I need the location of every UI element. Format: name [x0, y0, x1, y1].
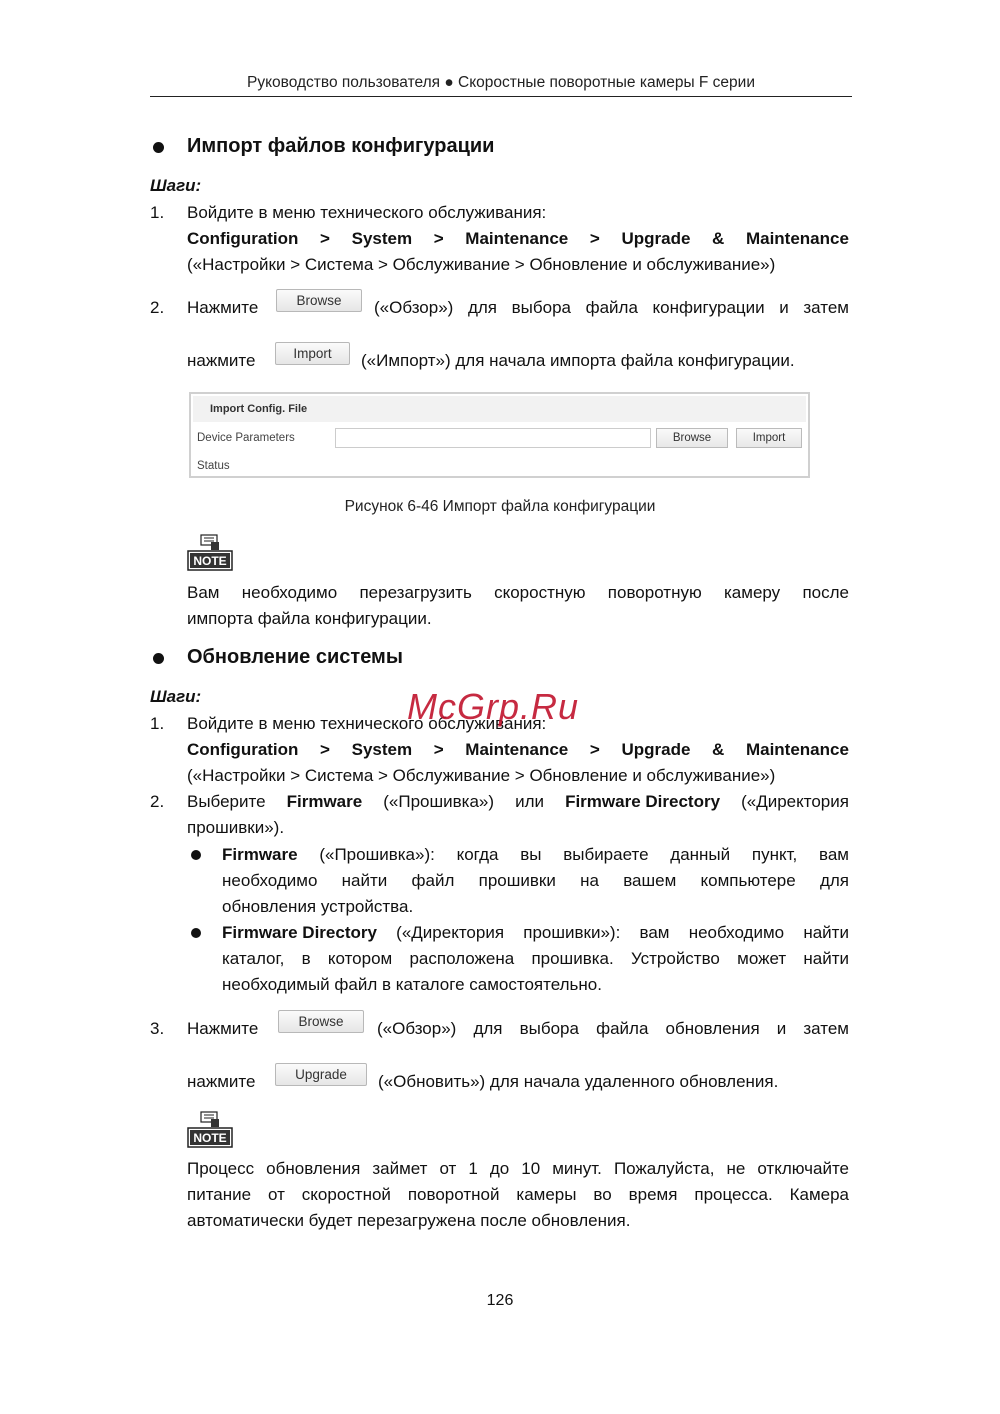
term-firmware-directory [565, 789, 720, 815]
path-separator: > [433, 229, 444, 248]
bullet-text: обновления устройства. [222, 897, 414, 916]
upgrade-button[interactable]: Upgrade [275, 1063, 367, 1086]
step-text: Войдите в меню технического обслуживания: [187, 714, 547, 733]
path-separator: > [433, 740, 444, 759]
path-maintenance: Maintenance [465, 740, 569, 759]
note-text: импорта файла конфигурации. [187, 609, 432, 628]
step-number: 2. [150, 792, 165, 811]
step-text: Нажмите [187, 298, 259, 317]
path-separator: > [589, 740, 600, 759]
svg-text:NOTE: NOTE [193, 1131, 227, 1145]
path-maintenance-2: Maintenance [745, 229, 849, 248]
step-number: 3. [150, 1019, 165, 1038]
section-bullet [153, 653, 164, 664]
term-firmware-directory: Firmware Directory [222, 923, 377, 942]
step-text: («Обновить») для начала удаленного обновления. [378, 1072, 779, 1091]
steps-label: Шаги: [150, 687, 202, 706]
path-system: System [351, 229, 413, 248]
word: данный [670, 845, 731, 864]
word: вы [520, 845, 542, 864]
path-maintenance-2: Maintenance [745, 740, 849, 759]
word: найти [803, 923, 849, 942]
menu-path [187, 226, 849, 252]
word: когда [456, 845, 499, 864]
word: необходимо [688, 923, 785, 942]
bullet-text: необходимо найти файл прошивки на вашем компьютере для [222, 871, 849, 890]
menu-path-ru: («Настройки > Система > Обслуживание > Обновление и обслуживание») [187, 766, 776, 785]
path-ampersand: & [712, 229, 725, 248]
browse-button[interactable]: Browse [276, 289, 362, 312]
path-configuration: Configuration [187, 229, 299, 248]
term-directory-word: Directory [645, 792, 721, 811]
note-text: автоматически будет перезагружена после обновления. [187, 1211, 631, 1230]
note-text: Вам необходимо перезагрузить скоростную поворотную камеру после [187, 583, 849, 602]
term-firmware: Firmware [286, 792, 363, 811]
section-bullet [153, 142, 164, 153]
step-text: («Обзор») для выбора файла конфигурации и затем [374, 298, 849, 317]
menu-path-ru: («Настройки > Система > Обслуживание > Обновление и обслуживание») [187, 255, 776, 274]
step-number: 1. [150, 714, 165, 733]
path-upgrade: Upgrade [621, 740, 691, 759]
note-text: питание от скоростной поворотной камеры во время процесса. Камера [187, 1185, 849, 1204]
step-text: нажмите [187, 351, 256, 370]
note-icon [187, 1110, 233, 1155]
note-text: Процесс обновления займет от 1 до 10 минут. Пожалуйста, не отключайте [187, 1159, 849, 1178]
step-text [187, 789, 849, 815]
term-firmware: Firmware [222, 845, 298, 864]
step-text: Войдите в меню технического обслуживания: [187, 203, 547, 222]
word: выбираете [563, 845, 649, 864]
word: («Директория [741, 792, 849, 811]
page-number: 126 [486, 1292, 514, 1309]
page-header: Руководство пользователя ● Скоростные поворотные камеры F серии [247, 74, 755, 91]
bullet-text [222, 842, 849, 868]
watermark: McGrp.Ru [407, 686, 580, 727]
word: прошивки»): [523, 923, 621, 942]
path-separator: > [589, 229, 600, 248]
path-system: System [351, 740, 413, 759]
figure-caption: Рисунок 6-46 Импорт файла конфигурации [344, 498, 656, 515]
step-text: прошивки»). [187, 818, 285, 837]
term-firmware-word: Firmware [565, 792, 641, 811]
device-parameters-label: Device Parameters [197, 432, 295, 444]
path-configuration: Configuration [187, 740, 299, 759]
bullet-text [222, 920, 849, 946]
step-text: («Импорт») для начала импорта файла конфигурации. [361, 351, 795, 370]
list-bullet [191, 928, 201, 938]
panel-import-button[interactable]: Import [736, 428, 802, 448]
browse-button[interactable]: Browse [278, 1010, 364, 1033]
note-icon [187, 533, 233, 578]
import-config-panel [189, 392, 810, 478]
section-title-import: Импорт файлов конфигурации [187, 135, 495, 157]
word: («Прошивка») [383, 792, 495, 811]
step-text: («Обзор») для выбора файла обновления и затем [377, 1019, 849, 1038]
word: («Прошивка»): [319, 845, 435, 864]
menu-path [187, 737, 849, 763]
import-button[interactable]: Import [275, 342, 350, 365]
bullet-text: необходимый файл в каталоге самостоятельно. [222, 975, 602, 994]
step-number: 1. [150, 203, 165, 222]
step-number: 2. [150, 298, 165, 317]
word: Выберите [187, 792, 266, 811]
path-separator: > [320, 740, 330, 759]
word: вам [818, 845, 849, 864]
word: пункт, [751, 845, 798, 864]
list-bullet [191, 850, 201, 860]
panel-browse-button[interactable]: Browse [656, 428, 728, 448]
word: или [515, 792, 545, 811]
path-separator: > [320, 229, 330, 248]
steps-label: Шаги: [150, 176, 202, 195]
bullet-text: каталог, в котором расположена прошивка. Устройство может найти [222, 949, 849, 968]
section-title-upgrade: Обновление системы [187, 646, 403, 668]
svg-text:NOTE: NOTE [193, 554, 227, 568]
status-label: Status [197, 460, 230, 472]
path-upgrade: Upgrade [621, 229, 691, 248]
word: («Директория [396, 923, 505, 942]
step-text: нажмите [187, 1072, 256, 1091]
panel-header: Import Config. File [193, 396, 806, 422]
device-parameters-input[interactable] [335, 428, 651, 448]
path-ampersand: & [712, 740, 725, 759]
word: вам [639, 923, 670, 942]
path-maintenance: Maintenance [465, 229, 569, 248]
step-text: Нажмите [187, 1019, 259, 1038]
header-divider [150, 96, 852, 97]
